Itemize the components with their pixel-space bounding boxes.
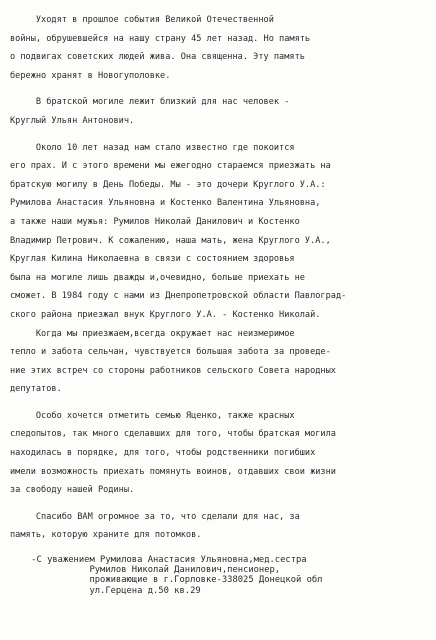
signature-line: Румилов Николай Данилович,пенсионер, bbox=[10, 565, 281, 576]
paragraph-gap bbox=[10, 85, 420, 93]
text-line: Румилова Анастасия Ульяновна и Костенко Валентина Ульяновна, bbox=[10, 198, 321, 209]
text-line: бережно хранят в Новогуполовке. bbox=[10, 70, 171, 81]
text-line: братскую могилу в День Победы. Мы - это дочери Круглого У.А.: bbox=[10, 179, 326, 190]
paragraph-gap bbox=[10, 131, 420, 139]
text-line: депутатов. bbox=[10, 384, 62, 395]
paragraph-3 bbox=[10, 139, 420, 399]
paragraph-2 bbox=[10, 93, 420, 130]
text-line: ского района приезжал внук Круглого У.А. - Костенко Николай. bbox=[10, 309, 321, 320]
text-line: ние этих встреч со стороны работников сельского Совета народных bbox=[10, 365, 336, 376]
text-line: В братской могиле лежит близкий для нас человек - bbox=[10, 97, 290, 108]
text-line: находилась в порядке, для того, чтобы родственники погибших bbox=[10, 448, 316, 459]
text-line: была на могиле лишь дважды и,очевидно, больше приехать не bbox=[10, 272, 305, 283]
paragraph-1 bbox=[10, 11, 420, 85]
text-line: сможет. В 1984 году с нами из Днепропетровской области Павлоград- bbox=[10, 291, 347, 302]
text-line: войны, обрушевшейся на нашу страну 45 лет назад. Но память bbox=[10, 33, 311, 44]
text-line: Уходят в прошлое события Великой Отечественной bbox=[10, 15, 274, 25]
text-line: память, которую храните для потомков. bbox=[10, 530, 202, 541]
text-line: Особо хочется отметить семью Яценко, также красных bbox=[10, 410, 295, 421]
text-line: за свободу нашей Родины. bbox=[10, 485, 135, 496]
text-line: Круглый Ульян Антонович. bbox=[10, 115, 135, 126]
text-line: Спасибо ВАМ огромное за то, что сделали для нас, за bbox=[10, 511, 300, 522]
text-line: Круглая Килина Николаевна в связи с состоянием здоровья bbox=[10, 254, 295, 265]
paragraph-gap bbox=[10, 399, 420, 407]
text-line: следопытов, так много сделавших для того, чтобы братская могила bbox=[10, 429, 336, 440]
text-line: имели возможность приехать помянуть воинов, отдавших свои жизни bbox=[10, 466, 336, 477]
signature-line: -С уважением Румилова Анастасия Ульяновна,мед.сестра bbox=[10, 555, 307, 566]
text-line: а также наши мужья: Румилов Николай Данилович и Костенко bbox=[10, 216, 300, 227]
paragraph-gap bbox=[10, 500, 420, 508]
signature-line: ул.Герцена д.50 кв.29 bbox=[10, 585, 201, 596]
signature-block bbox=[10, 555, 420, 596]
text-line: его прах. И с этого времени мы ежегодно стараемся приезжать на bbox=[10, 161, 331, 172]
text-line: о подвигах советских людей жива. Она священна. Эту память bbox=[10, 52, 305, 63]
text-line: Около 10 лет назад нам стало известно где покоится bbox=[10, 142, 295, 153]
text-line: тепло и забота сельчан, чувствуется большая забота за проведе- bbox=[10, 347, 331, 358]
paragraph-5 bbox=[10, 508, 420, 545]
text-line: Когда мы приезжаем,всегда окружает нас неизмеримое bbox=[10, 328, 295, 339]
signature-line: проживающие в г.Горловке-338025 Донецкой обл bbox=[10, 575, 323, 586]
text-line: Владимир Петрович. К сожалению, наша мать, жена Круглого У.А., bbox=[10, 235, 331, 246]
paragraph-4 bbox=[10, 407, 420, 500]
